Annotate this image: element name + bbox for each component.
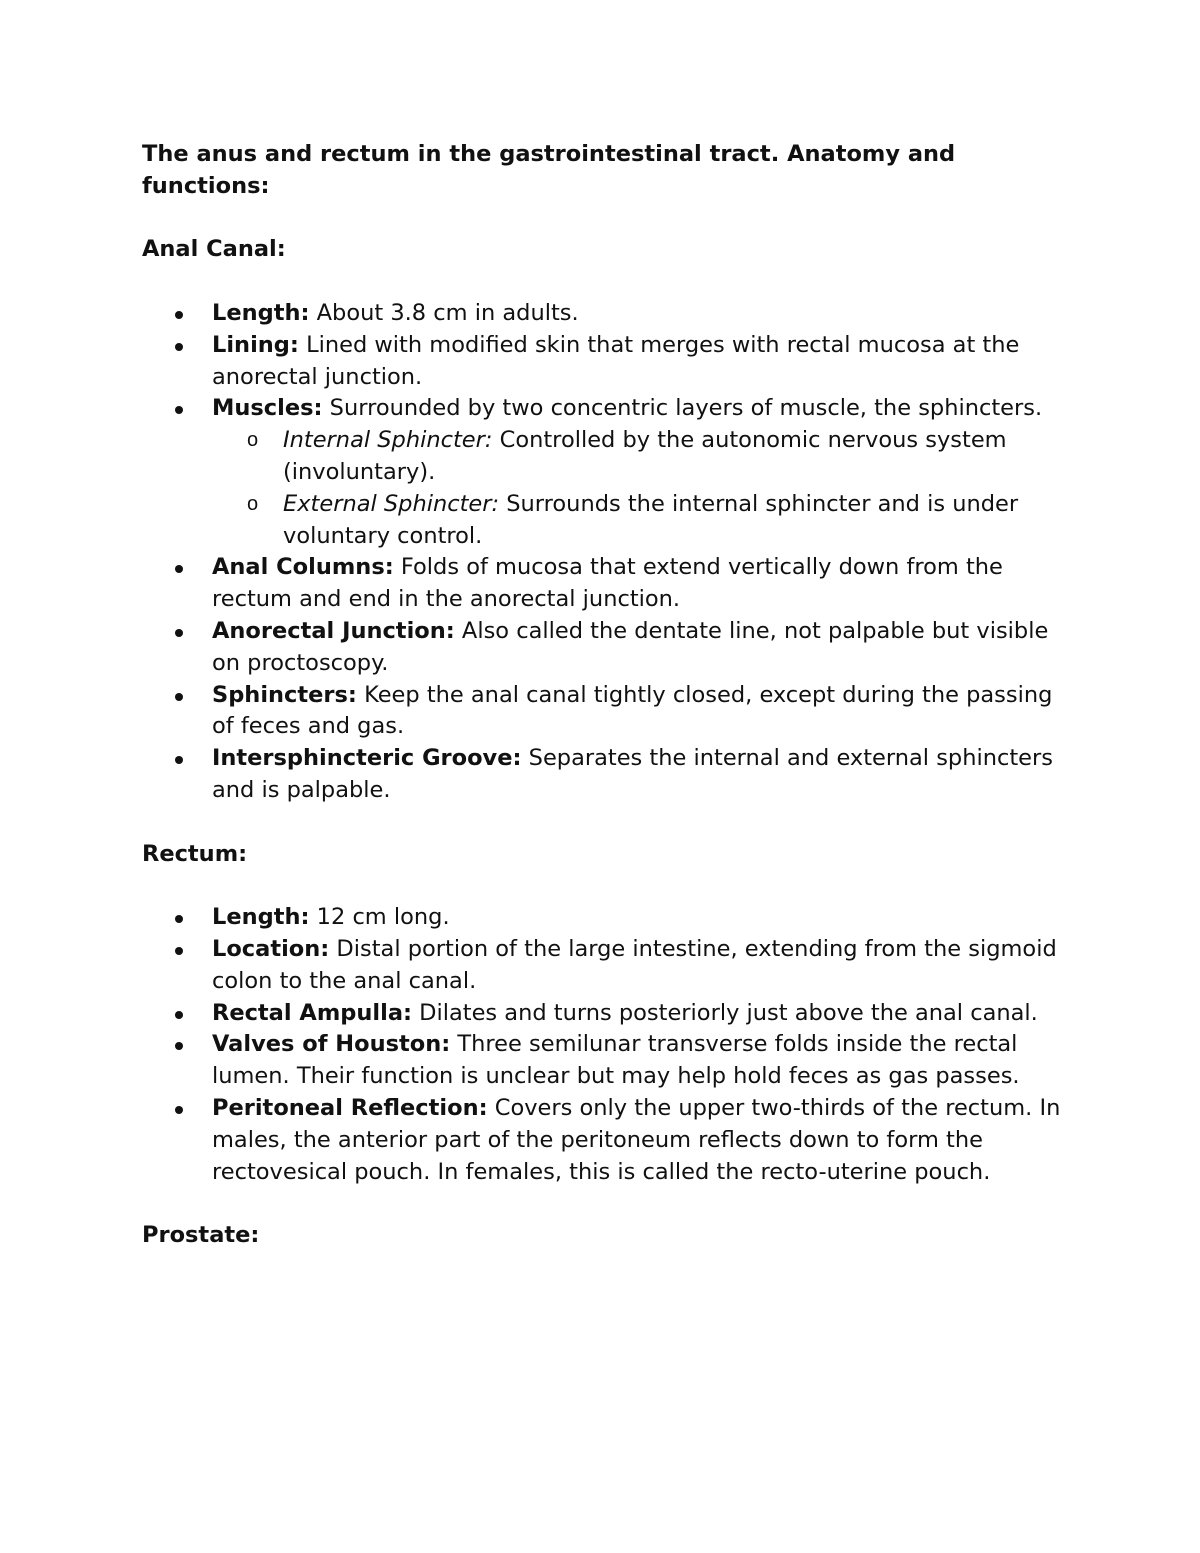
section-spacer — [142, 1188, 1072, 1220]
bullet-icon — [175, 947, 183, 955]
list-item — [142, 1029, 1072, 1093]
bullet-icon — [175, 406, 183, 414]
item-text: Surrounded by two concentric layers of muscle, the sphincters. — [329, 395, 1043, 422]
item-term: Anorectal Junction: — [212, 617, 455, 644]
item-text: Covers only the upper two-thirds of the rectum. In males, the anterior part of the peritoneum reflects down to form the rectovesical pouch. In females, this is called the recto-uterine pouch. — [212, 1094, 1061, 1185]
bullet-icon — [175, 1106, 183, 1114]
subitem-term: Internal Sphincter: — [283, 427, 493, 454]
bullet-icon — [175, 915, 183, 923]
circle-bullet-icon: o — [247, 492, 259, 515]
item-text: Dilates and turns posteriorly just above the anal canal. — [419, 999, 1038, 1026]
bullet-icon — [175, 343, 183, 351]
subitem-term: External Sphincter: — [283, 490, 500, 517]
item-term: Peritoneal Reflection: — [212, 1094, 488, 1121]
section-spacer — [142, 807, 1072, 839]
item-text: Keep the anal canal tightly closed, except during the passing of feces and gas. — [212, 681, 1053, 740]
muscles-sublist — [212, 425, 1072, 552]
item-term: Anal Columns: — [212, 554, 394, 581]
bullet-icon — [175, 1011, 183, 1019]
item-term: Length: — [212, 904, 310, 931]
list-item — [142, 298, 1072, 330]
list-item — [142, 902, 1072, 934]
item-text: Folds of mucosa that extend vertically down from the rectum and end in the anorectal junction. — [212, 554, 1003, 613]
anal-canal-list — [142, 298, 1072, 807]
item-term: Valves of Houston: — [212, 1031, 451, 1058]
item-term: Sphincters: — [212, 681, 357, 708]
list-item — [142, 616, 1072, 680]
list-item — [142, 743, 1072, 807]
circle-bullet-icon: o — [247, 429, 259, 452]
list-item — [142, 552, 1072, 616]
list-item — [142, 393, 1072, 552]
section-heading-prostate: Prostate: — [142, 1222, 260, 1249]
item-text: Separates the internal and external sphincters and is palpable. — [212, 745, 1053, 803]
section-heading-anal-canal: Anal Canal: — [142, 236, 286, 263]
bullet-icon — [175, 693, 183, 701]
list-item — [142, 1093, 1072, 1188]
list-item — [142, 680, 1072, 744]
item-text: Distal portion of the large intestine, extending from the sigmoid colon to the anal canal. — [212, 935, 1057, 994]
subitem-text: Controlled by the autonomic nervous system (involuntary). — [283, 427, 1007, 485]
sub-list-item — [212, 489, 1072, 553]
item-term: Muscles: — [212, 395, 323, 422]
bullet-icon — [175, 565, 183, 573]
item-term: Length: — [212, 299, 310, 326]
bullet-icon — [175, 756, 183, 764]
item-text: Also called the dentate line, not palpable but visible on proctoscopy. — [212, 617, 1049, 676]
bullet-icon — [175, 629, 183, 637]
list-item — [142, 934, 1072, 998]
sub-list-item — [212, 425, 1072, 489]
document-title: The anus and rectum in the gastrointestinal tract. Anatomy and functions: — [142, 141, 956, 199]
section-heading-rectum: Rectum: — [142, 840, 248, 867]
item-text: 12 cm long. — [316, 904, 450, 931]
item-term: Lining: — [212, 331, 299, 358]
list-item — [142, 330, 1072, 394]
list-item — [142, 998, 1072, 1030]
item-text: About 3.8 cm in adults. — [316, 299, 579, 326]
subitem-text: Surrounds the internal sphincter and is under voluntary control. — [283, 490, 1019, 549]
item-text: Three semilunar transverse folds inside the rectal lumen. Their function is unclear but may help hold feces as gas passes. — [212, 1031, 1020, 1090]
item-term: Location: — [212, 935, 330, 962]
item-term: Intersphincteric Groove: — [212, 745, 522, 772]
item-term: Rectal Ampulla: — [212, 999, 412, 1026]
document-page — [142, 139, 1072, 1284]
bullet-icon — [175, 1042, 183, 1050]
bullet-icon — [175, 311, 183, 319]
item-text: Lined with modified skin that merges with rectal mucosa at the anorectal junction. — [212, 331, 1020, 390]
rectum-list — [142, 902, 1072, 1188]
